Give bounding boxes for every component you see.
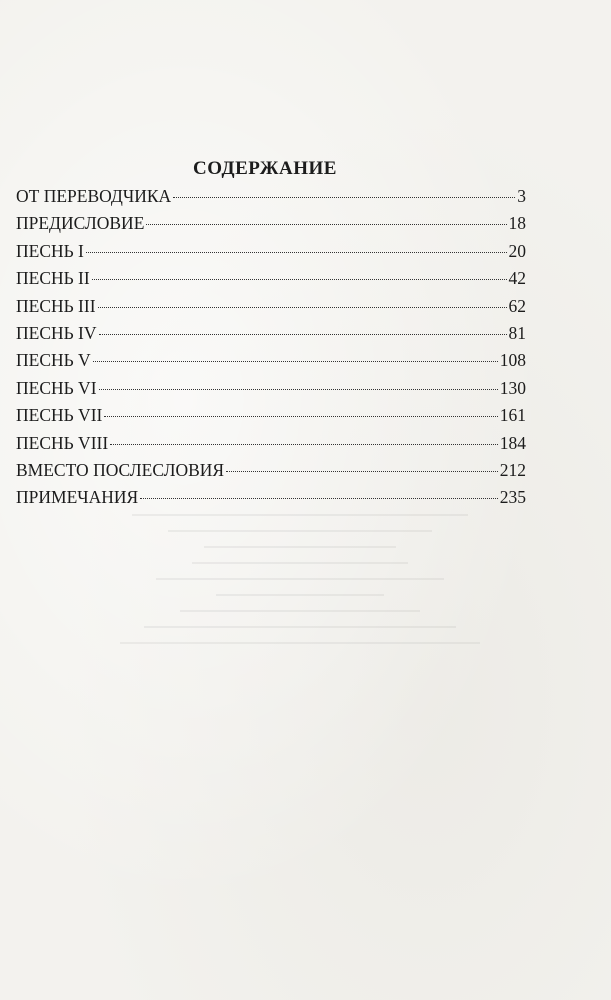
dot-leader [99, 334, 507, 335]
toc-entry[interactable] [16, 210, 526, 237]
dot-leader [86, 252, 507, 253]
dot-leader [110, 444, 498, 445]
toc-entry-label: ПЕСНЬ VII [16, 405, 103, 426]
page-title: СОДЕРЖАНИЕ [193, 157, 337, 179]
toc-entry-label: ОТ ПЕРЕВОДЧИКА [16, 186, 172, 206]
toc-entry[interactable] [16, 347, 526, 374]
toc-entry[interactable] [16, 183, 526, 210]
toc-entry-label: ПЕСНЬ VI [16, 377, 97, 398]
toc-entry-label: ПЕСНЬ I [16, 240, 84, 261]
toc-entry-page: 130 [499, 377, 526, 398]
toc-entry-page: 62 [508, 295, 526, 316]
toc-entry[interactable] [16, 457, 526, 484]
toc-entry[interactable] [16, 430, 526, 457]
dot-leader [93, 361, 498, 362]
toc-entry[interactable] [16, 265, 526, 292]
toc-entry[interactable] [16, 320, 526, 347]
toc-entry[interactable] [16, 402, 526, 429]
dot-leader [146, 224, 506, 225]
toc-entry-label: ПРЕДИСЛОВИЕ [16, 213, 145, 234]
toc-entry-page: 20 [508, 240, 526, 261]
toc-entry[interactable] [16, 293, 526, 320]
toc-entry-label: ПЕСНЬ VIII [16, 432, 109, 453]
toc-entry-label: ПЕСНЬ III [16, 295, 96, 316]
toc-entry-page: 42 [508, 268, 526, 289]
toc-entry-page: 108 [499, 350, 526, 371]
toc-entry-page: 18 [508, 213, 526, 234]
toc-entry[interactable] [16, 375, 526, 402]
toc-entry-label: ПЕСНЬ V [16, 350, 91, 371]
toc-entry-page: 235 [499, 487, 526, 508]
toc-entry-page: 3 [517, 186, 526, 206]
toc-entry-page: 212 [499, 459, 526, 480]
dot-leader [104, 416, 497, 417]
toc-entry[interactable] [16, 238, 526, 265]
dot-leader [140, 498, 498, 499]
toc-entry-label: ПРИМЕЧАНИЯ [16, 487, 139, 508]
toc-entry-label: ПЕСНЬ IV [16, 322, 97, 343]
dot-leader [226, 471, 498, 472]
toc-entry-label: ВМЕСТО ПОСЛЕСЛОВИЯ [16, 459, 225, 480]
dot-leader [173, 197, 515, 198]
toc-entry-page: 184 [499, 432, 526, 453]
table-of-contents [16, 183, 526, 512]
dot-leader [98, 307, 507, 308]
toc-entry-page: 161 [499, 405, 526, 426]
dot-leader [99, 389, 498, 390]
dot-leader [92, 279, 507, 280]
toc-entry-label: ПЕСНЬ II [16, 268, 90, 289]
toc-entry-page: 81 [508, 322, 526, 343]
bleed-through-texture [60, 500, 540, 880]
toc-entry[interactable] [16, 484, 526, 511]
